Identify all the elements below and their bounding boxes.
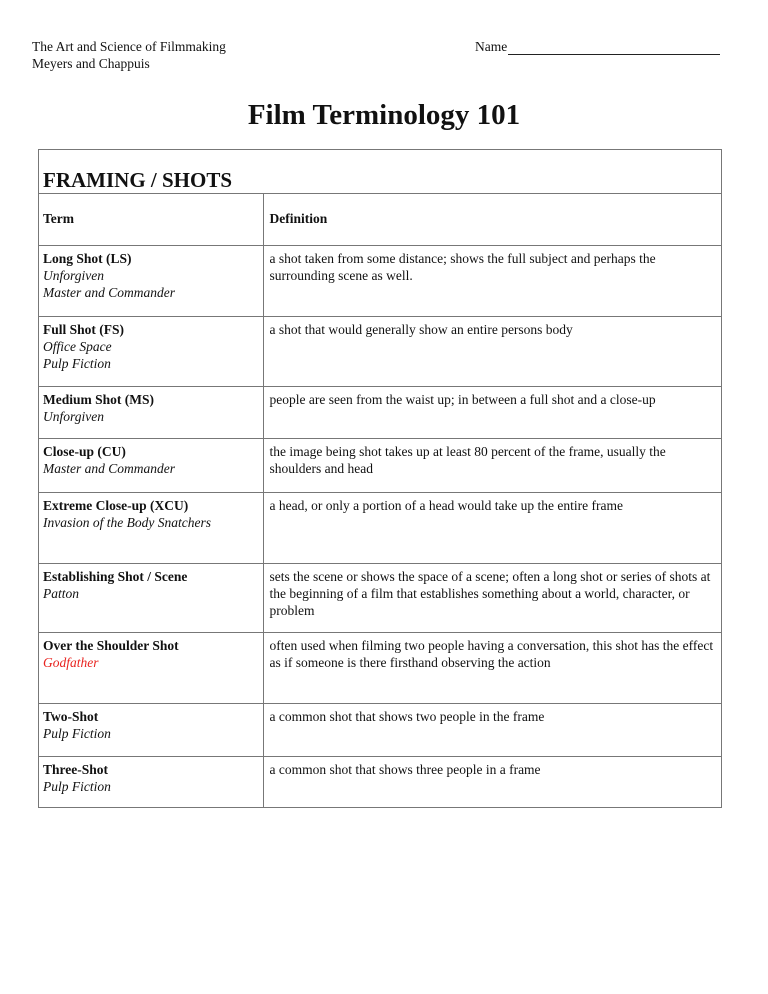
name-blank-line <box>508 40 720 55</box>
definition-cell: sets the scene or shows the space of a scene; often a long shot or series of shots at the beginning of a film that establishes something about a world, character, or problem <box>263 563 721 632</box>
table-row <box>39 438 721 492</box>
definition-cell: a common shot that shows two people in the frame <box>263 703 721 756</box>
definition-cell: a head, or only a portion of a head would take up the entire frame <box>263 492 721 563</box>
example-film: Godfather <box>43 654 99 670</box>
definition-cell: a common shot that shows three people in a frame <box>263 756 721 808</box>
example-film: Pulp Fiction <box>43 355 111 371</box>
name-label: Name <box>475 39 508 54</box>
example-film: Master and Commander <box>43 284 175 300</box>
term-name: Medium Shot (MS) <box>43 391 154 407</box>
table-row <box>39 245 721 316</box>
definition-cell: often used when filming two people having a conversation, this shot has the effect as if someone is there firsthand observing the action <box>263 632 721 703</box>
table-row <box>39 316 721 386</box>
document-header-left <box>32 38 226 72</box>
term-cell <box>39 703 263 756</box>
section-title: FRAMING / SHOTS <box>39 150 721 194</box>
table-row <box>39 632 721 703</box>
term-cell <box>39 438 263 492</box>
column-header-term: Term <box>39 194 263 245</box>
example-film: Master and Commander <box>43 460 175 476</box>
term-name: Extreme Close-up (XCU) <box>43 497 189 513</box>
term-name: Three-Shot <box>43 761 109 777</box>
term-cell <box>39 756 263 808</box>
definition-cell: a shot taken from some distance; shows the full subject and perhaps the surrounding scene as well. <box>263 245 721 316</box>
example-film: Patton <box>43 585 79 601</box>
term-name: Establishing Shot / Scene <box>43 568 188 584</box>
table-row <box>39 492 721 563</box>
term-cell <box>39 492 263 563</box>
definition-cell: the image being shot takes up at least 80 percent of the frame, usually the shoulders and head <box>263 438 721 492</box>
term-cell <box>39 632 263 703</box>
term-name: Two-Shot <box>43 708 99 724</box>
example-film: Invasion of the Body Snatchers <box>43 514 211 530</box>
term-cell <box>39 386 263 438</box>
table-header-row <box>39 194 721 245</box>
terminology-table <box>39 194 721 808</box>
term-cell <box>39 316 263 386</box>
term-name: Full Shot (FS) <box>43 321 125 337</box>
term-cell <box>39 245 263 316</box>
term-name: Long Shot (LS) <box>43 250 132 266</box>
example-film: Pulp Fiction <box>43 725 111 741</box>
page-title: Film Terminology 101 <box>247 99 521 131</box>
example-film: Unforgiven <box>43 267 104 283</box>
table-row <box>39 386 721 438</box>
authors: Meyers and Chappuis <box>32 56 150 71</box>
name-field <box>475 38 720 55</box>
definition-cell: people are seen from the waist up; in between a full shot and a close-up <box>263 386 721 438</box>
column-header-definition: Definition <box>269 211 328 226</box>
table-row <box>39 756 721 808</box>
terminology-box <box>38 149 722 808</box>
course-title: The Art and Science of Filmmaking <box>32 39 226 54</box>
example-film: Unforgiven <box>43 408 104 424</box>
definition-cell: a shot that would generally show an entire persons body <box>263 316 721 386</box>
table-row <box>39 563 721 632</box>
example-film: Pulp Fiction <box>43 778 111 794</box>
term-name: Over the Shoulder Shot <box>43 637 179 653</box>
term-name: Close-up (CU) <box>43 443 126 459</box>
term-cell <box>39 563 263 632</box>
table-row <box>39 703 721 756</box>
example-film: Office Space <box>43 338 112 354</box>
